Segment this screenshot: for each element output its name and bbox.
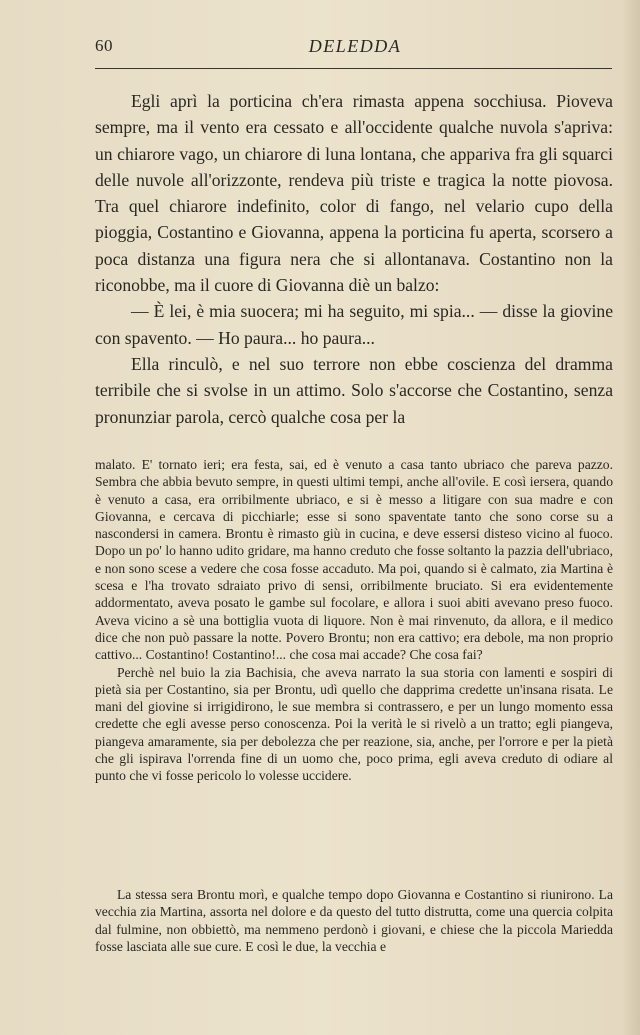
- final-paragraph: La stessa sera Brontu morì, e qualche tempo dopo Giovanna e Costantino si riunirono. La vecchia zia Martina, assorta nel dolore e da questo del tutto distrutta, come una quercia colpita dal fulmine, non obbiettò, ma nemmeno perdonò i giovani, e chiese che la piccola Mariedda fosse lasciata alle sue cure. E così le due, la vecchia e: [95, 887, 613, 954]
- small-paragraph-2: Perchè nel buio la zia Bachisia, che aveva narrato la sua storia con lamenti e sospiri di pietà sia per Costantino, sia per Brontu, udì quello che dapprima credette un'insana risata. Le mani del giovine si irrigidirono, le sue membra si contrassero, e per un lungo momento essa credette che egli avesse perso conoscenza. Poi la verità le si rivelò a un tratto; egli piangeva, piangeva amaramente, sia per debolezza che per reazione, sia, anche, per l'orrore e per la pietà che gli ispirava l'orrenda fine di un uomo che, poco prima, egli aveva creduto di odiare al punto che vi fosse pericolo lo volesse uccidere.: [95, 664, 613, 784]
- running-title: DELEDDA: [308, 36, 402, 56]
- main-paragraph-2: — È lei, è mia suocera; mi ha seguito, mi spia... — disse la giovine con spavento. — Ho paura... ho paura...: [95, 301, 613, 348]
- small-text-block: [95, 456, 613, 785]
- page-edge-shadow: [622, 0, 640, 1035]
- main-paragraph-1: Egli aprì la porticina ch'era rimasta appena socchiusa. Pioveva sempre, ma il vento era cessato e all'occidente qualche nuvola s'apriva: un chiarore vago, un chiarore di luna lontana, che appariva fra gli squarci delle nuvole all'orizzonte, rendeva più triste e tragica la notte piovosa. Tra quel chiarore indefinito, color di fango, nel velario cupo della pioggia, Costantino e Giovanna, appena la porticina fu aperta, scorsero a poca distanza una figura nera che si allontanava. Costantino non la riconobbe, ma il cuore di Giovanna diè un balzo:: [95, 91, 613, 296]
- small-paragraph-1: malato. E' tornato ieri; era festa, sai, ed è venuto a casa tanto ubriaco che pareva pazzo. Sembra che abbia bevuto sempre, in questi ultimi tempi, anche all'ovile. E così iersera, quando è venuto a casa, era orribilmente ubriaco, e si è messo a litigare con sua madre e con Giovanna, e cercava di picchiarle; esse si sono spaventate tanto che sono corse su a nascondersi in camera. Brontu è rimasto giù in cucina, e deve essersi disteso vicino al fuoco. Dopo un po' lo hanno udito gridare, ma hanno creduto che fosse soltanto la pazzia dell'ubriaco, e non sono scese a vedere che cosa fosse accaduto. Ma poi, quando si è calmato, zia Martina è scesa e l'ha trovato sdraiato privo di sensi, orribilmente bruciato. Si era evidentemente addormentato, aveva posato le gambe sul focolare, e allora i suoi abiti avevano preso fuoco. Aveva vicino a sè una bottiglia vuota di liquore. Non è mai rinvenuto, da allora, e il medico dice che non può passare la notte. Povero Brontu; non era cattivo; era debole, ma non proprio cattivo... Costantino! Costantino!... che cosa mai accade? Che cosa fai?: [95, 457, 613, 663]
- main-text-block: [95, 88, 613, 430]
- page-header: [95, 36, 615, 66]
- main-paragraph-3: Ella rinculò, e nel suo terrore non ebbe coscienza del dramma terribile che si svolse in un attimo. Solo s'accorse che Costantino, senza pronunziar parola, cercò qualche cosa per la: [95, 353, 613, 427]
- header-rule: [95, 68, 612, 69]
- final-text-block: [95, 886, 613, 955]
- page-number: 60: [95, 36, 113, 55]
